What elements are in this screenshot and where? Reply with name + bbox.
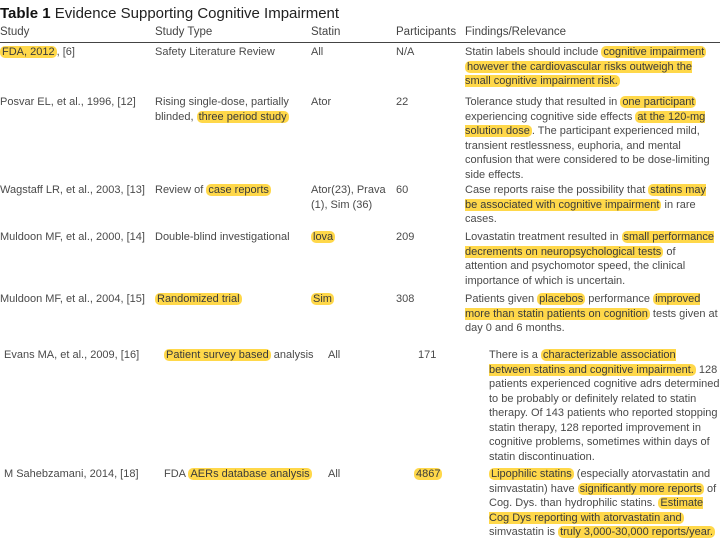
cell-text: Statin labels should include	[465, 46, 602, 58]
cell-type	[155, 95, 315, 124]
cell-text: performance	[585, 293, 654, 305]
cell-text: analysis	[270, 349, 314, 361]
highlighted-text: AERs database analysis	[190, 468, 310, 480]
cell-type	[164, 467, 324, 482]
cell-study	[0, 230, 150, 245]
cell-study	[0, 292, 150, 307]
cell-type	[155, 230, 315, 245]
cell-text: All	[311, 46, 324, 58]
cell-text: Muldoon MF, et al., 2000, [14]	[0, 231, 145, 243]
cell-text: Posvar EL, et al., 1996, [12]	[0, 96, 136, 108]
cell-text: FDA	[164, 468, 189, 480]
highlighted-text: characterizable association between statins and cognitive impairment.	[489, 349, 694, 376]
highlighted-text: at the 120-mg solution dose	[465, 110, 706, 137]
cell-text: . The participant experienced mild, transient restlessness, euphoria, and mental confusion that were considered to be dose-limiting side effects.	[465, 125, 710, 181]
cell-type	[155, 45, 315, 60]
cell-study	[0, 95, 150, 110]
cell-text: N/A	[396, 46, 415, 58]
cell-text: 60	[396, 184, 409, 196]
cell-participants	[396, 292, 456, 307]
highlighted-text: three period study	[198, 110, 287, 123]
cell-text: Tolerance study that resulted in	[465, 96, 621, 108]
highlighted-text: FDA, 2012	[2, 46, 55, 58]
cell-text: Double-blind investigational	[155, 231, 290, 243]
cell-text: Lovastatin treatment resulted in	[465, 231, 622, 243]
cell-text: M Sahebzamani, 2014, [18]	[4, 468, 139, 480]
cell-text: Rising single-dose, partially blinded,	[155, 96, 289, 123]
cell-text: Patients given	[465, 293, 538, 305]
cell-statin	[311, 95, 391, 110]
cell-findings	[465, 292, 720, 336]
highlighted-text: Lipophilic statins	[491, 468, 572, 480]
highlighted-text: truly 3,000-30,000 reports/year.	[560, 526, 713, 538]
cell-study	[0, 45, 150, 60]
table-number: Table 1	[0, 5, 51, 22]
cell-statin	[311, 45, 391, 60]
highlighted-text: improved more than statin patients on cognition	[465, 293, 701, 320]
cell-study	[4, 348, 154, 363]
cell-text: Safety Literature Review	[155, 46, 275, 58]
cell-text: Wagstaff LR, et al., 2003, [13]	[0, 184, 145, 196]
header-statin: Statin	[311, 26, 341, 38]
cell-text: tests given at day 0 and 6 months.	[465, 307, 718, 334]
cell-study	[4, 467, 154, 482]
cell-findings	[489, 348, 720, 464]
cell-text: All	[328, 349, 341, 361]
cell-participants	[396, 183, 456, 198]
cell-text: , [6]	[56, 46, 75, 58]
cell-participants	[418, 348, 478, 363]
highlighted-text: lova	[313, 231, 334, 243]
table-title	[0, 5, 339, 22]
cell-statin	[311, 230, 391, 245]
cell-text: of attention and psychomotor speed, the clinical importance of which is uncertain.	[465, 245, 686, 287]
cell-findings	[465, 183, 720, 227]
cell-findings	[465, 95, 720, 182]
table-caption: Evidence Supporting Cognitive Impairment	[54, 5, 340, 22]
cell-text: 209	[396, 231, 415, 243]
highlighted-text: cognitive impairment	[603, 46, 705, 58]
highlighted-text: small performance decrements on neuropsychological tests	[465, 231, 715, 258]
cell-participants	[396, 95, 456, 110]
header-rule	[0, 42, 720, 43]
header-study-type: Study Type	[155, 26, 213, 38]
cell-text: experiencing cognitive side effects	[465, 110, 636, 123]
cell-findings	[465, 230, 720, 288]
cell-text: 128 patients experienced cognitive adrs determined to be probably or definitely related to statin therapy. Of 143 patients who reported stopping statin therapy, 128 reported improvement in cognitive problems, sometimes within days of statin discontinuation.	[489, 363, 720, 463]
cell-text: Review of	[155, 184, 207, 196]
cell-participants	[414, 467, 474, 482]
cell-text: Evans MA, et al., 2009, [16]	[4, 349, 140, 361]
cell-text: in rare cases.	[465, 198, 696, 225]
highlighted-text: placebos	[539, 293, 584, 305]
cell-statin	[328, 348, 408, 363]
cell-text: Muldoon MF, et al., 2004, [15]	[0, 293, 145, 305]
cell-text: All	[328, 468, 341, 480]
highlighted-text: statins may be associated with cognitive impairment	[465, 184, 707, 211]
highlighted-text: one participant	[622, 96, 695, 108]
cell-text: Ator	[311, 96, 332, 108]
cell-type	[155, 292, 315, 307]
cell-statin	[328, 467, 408, 482]
cell-text: There is a	[489, 349, 541, 361]
cell-text: simvastatin is	[489, 526, 559, 538]
highlighted-text: Randomized trial	[157, 293, 240, 305]
cell-findings	[465, 45, 720, 89]
header-participants: Participants	[396, 26, 457, 38]
highlighted-text: case reports	[208, 184, 269, 196]
cell-text: (especially atorvastatin and simvastatin) have	[489, 468, 711, 495]
highlighted-text: Patient survey based	[166, 349, 269, 361]
highlighted-text: 4867	[416, 468, 441, 480]
cell-participants	[396, 230, 456, 245]
highlighted-text: Estimate Cog Dys reporting with atorvastatin and	[489, 497, 704, 524]
highlighted-text: significantly more reports	[579, 482, 702, 495]
cell-text: Ator(23), Prava (1), Sim (36)	[311, 184, 386, 211]
cell-type	[164, 348, 324, 363]
cell-study	[0, 183, 150, 198]
cell-text: 308	[396, 293, 415, 305]
cell-statin	[311, 292, 391, 307]
cell-findings	[489, 467, 720, 540]
header-findings: Findings/Relevance	[465, 26, 567, 38]
cell-text: Case reports raise the possibility that	[465, 184, 649, 196]
cell-text: 22	[396, 96, 409, 108]
cell-text: 171	[418, 349, 437, 361]
highlighted-text: however the cardiovascular risks outweigh the small cognitive impairment risk.	[465, 60, 693, 87]
cell-participants	[396, 45, 456, 60]
header-study: Study	[0, 26, 30, 38]
cell-text: of Cog. Dys. than hydrophilic statins.	[489, 482, 717, 509]
highlighted-text: Sim	[313, 293, 332, 305]
cell-type	[155, 183, 315, 198]
cell-statin	[311, 183, 391, 212]
